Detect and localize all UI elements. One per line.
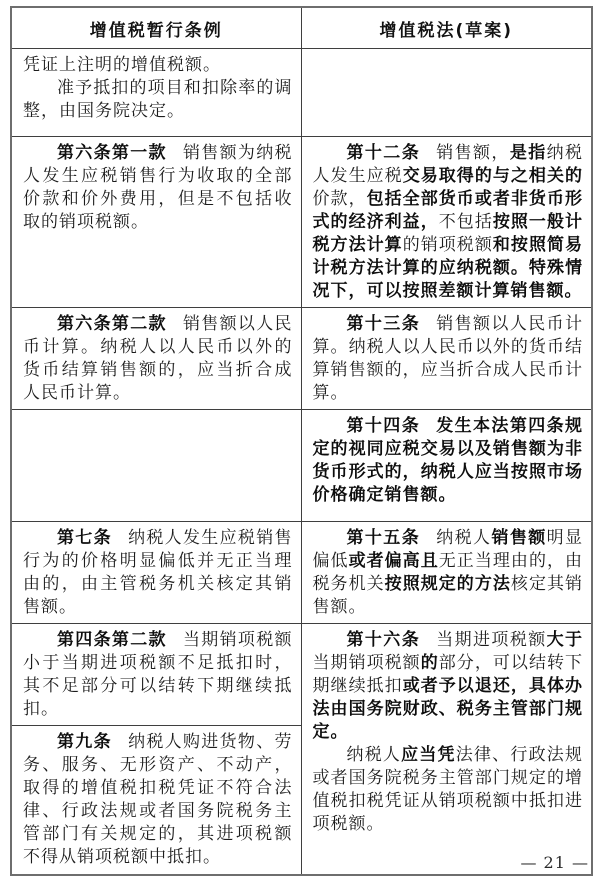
bold-text-segment: 第十五条 <box>346 527 421 548</box>
cell-old-regulations <box>11 521 301 623</box>
text-segment: 纳税人购进货物、劳务、服务、无形资产、不动产，取得的增值税扣税凭证不符合法律、行政法规或者国务院税务主管部门有关规定的，其进项税额不得从销项税额中抵扣。 <box>23 731 293 867</box>
table-row <box>11 623 592 725</box>
text-segment: 法律、行政法规或者国务院税务主管部门规定的增值税扣税凭证从销项税额中抵扣进项税额。 <box>312 744 583 834</box>
paragraph <box>23 77 293 123</box>
paragraph <box>23 54 293 77</box>
text-segment: 准予抵扣的项目和扣除率的调整，由国务院决定。 <box>23 77 293 121</box>
bold-text-segment: 第九条 <box>57 731 112 752</box>
bold-text-segment: 应当凭 <box>401 744 456 765</box>
paragraph <box>23 313 293 405</box>
header-old-regulations: 增值税暂行条例 <box>11 7 301 48</box>
cell-old-regulations <box>11 307 301 409</box>
text-segment: 核定其销售额。 <box>312 573 584 617</box>
cell-old-regulations <box>11 623 301 725</box>
text-segment: 销售额以人民币计算。纳税人以人民币以外的货币结算销售额的，应当折合成人民币计算。 <box>23 313 293 403</box>
text-segment: 价款， <box>312 188 367 209</box>
text-segment: 当期销项税额小于当期进项税额不足抵扣时，其不足部分可以结转下期继续抵扣。 <box>23 629 293 719</box>
bold-text-segment: 按照规定的方法 <box>384 573 511 594</box>
text-segment: 无正当理由的，由税务机关 <box>312 550 584 594</box>
bold-text-segment: 第七条 <box>57 527 112 548</box>
bold-text-segment: 的 <box>420 652 439 673</box>
text-segment: 纳税人 <box>346 744 402 765</box>
cell-old-regulations <box>11 409 301 521</box>
table-row <box>11 48 592 136</box>
table-row <box>11 521 592 623</box>
table-body <box>11 48 592 875</box>
cell-draft-law <box>301 623 592 875</box>
text-segment: 当期进项税额 <box>436 629 547 650</box>
table-row <box>11 409 592 521</box>
text-segment: 销售额， <box>436 142 510 163</box>
paragraph <box>23 527 293 619</box>
cell-draft-law <box>301 521 592 623</box>
text-segment: 销售额为纳税人发生应税销售行为收取的全部价款和价外费用，但是不包括收取的销项税额。 <box>23 142 293 232</box>
bold-text-segment: 第十六条 <box>346 629 421 650</box>
cell-old-regulations <box>11 48 301 136</box>
paragraph <box>23 731 293 869</box>
bold-text-segment: 第十三条 <box>346 313 421 334</box>
text-segment: 部分，可以结转下期继续抵扣 <box>312 652 584 696</box>
paragraph <box>313 744 584 836</box>
text-segment: 纳税人发生应税 <box>312 142 584 186</box>
table-row <box>11 307 592 409</box>
bold-text-segment: 第六条第一款 <box>57 142 167 163</box>
cell-old-regulations <box>11 725 301 875</box>
bold-text-segment: 大于 <box>546 629 584 650</box>
paragraph <box>23 629 293 721</box>
paragraph <box>313 415 584 507</box>
bold-text-segment: 包括全部货币或者非货币形式的经济利益， <box>312 188 584 232</box>
bold-text-segment: 和按照简易计税方法计算的应纳税额。特殊情况下，可以按照差额计算销售额。 <box>312 234 584 301</box>
cell-draft-law <box>301 48 592 136</box>
cell-draft-law <box>301 307 592 409</box>
cell-old-regulations <box>11 136 301 307</box>
page-number: — 21 — <box>520 853 589 872</box>
bold-text-segment: 是指 <box>509 142 547 163</box>
paragraph <box>23 142 293 234</box>
text-segment: 纳税人发生应税销售行为的价格明显偏低并无正当理由的，由主管税务机关核定其销售额。 <box>23 527 293 617</box>
header-draft-law: 增值税法(草案) <box>301 7 592 48</box>
cell-draft-law <box>301 136 592 307</box>
paragraph <box>313 527 584 619</box>
paragraph <box>313 313 584 405</box>
table-row <box>11 136 592 307</box>
bold-text-segment: 销售额 <box>491 527 547 548</box>
paragraph <box>313 142 584 303</box>
text-segment: 销售额以人民币计算。纳税人以人民币以外的货币结算销售额的，应当折合成人民币计算。 <box>312 313 584 403</box>
text-segment: 纳税人 <box>436 527 492 548</box>
bold-text-segment: 发生本法第四条规定的视同应税交易以及销售额为非货币形式的，纳税人应当按照市场价格确定销售额。 <box>312 415 584 505</box>
bold-text-segment: 第六条第二款 <box>57 313 167 334</box>
comparison-table <box>10 6 593 876</box>
bold-text-segment: 按照一般计税方法计算 <box>312 211 584 255</box>
text-segment: 不包括 <box>438 211 493 232</box>
bold-text-segment: 第四条第二款 <box>57 629 167 650</box>
bold-text-segment: 或者予以退还，具体办法由国务院财政、税务主管部门规定。 <box>312 675 584 742</box>
bold-text-segment: 交易取得的与之相关的 <box>402 165 584 186</box>
bold-text-segment: 第十四条 <box>346 415 421 436</box>
bold-text-segment: 或者偏高且 <box>348 550 439 571</box>
text-segment: 的销项税额 <box>402 234 493 255</box>
paragraph <box>313 629 584 744</box>
table-header-row <box>11 7 592 48</box>
text-segment: 明显偏低 <box>312 527 584 571</box>
text-segment: 凭证上注明的增值税额。 <box>23 54 221 75</box>
cell-draft-law <box>301 409 592 521</box>
text-segment: 当期销项税额 <box>312 652 421 673</box>
bold-text-segment: 第十二条 <box>346 142 421 163</box>
